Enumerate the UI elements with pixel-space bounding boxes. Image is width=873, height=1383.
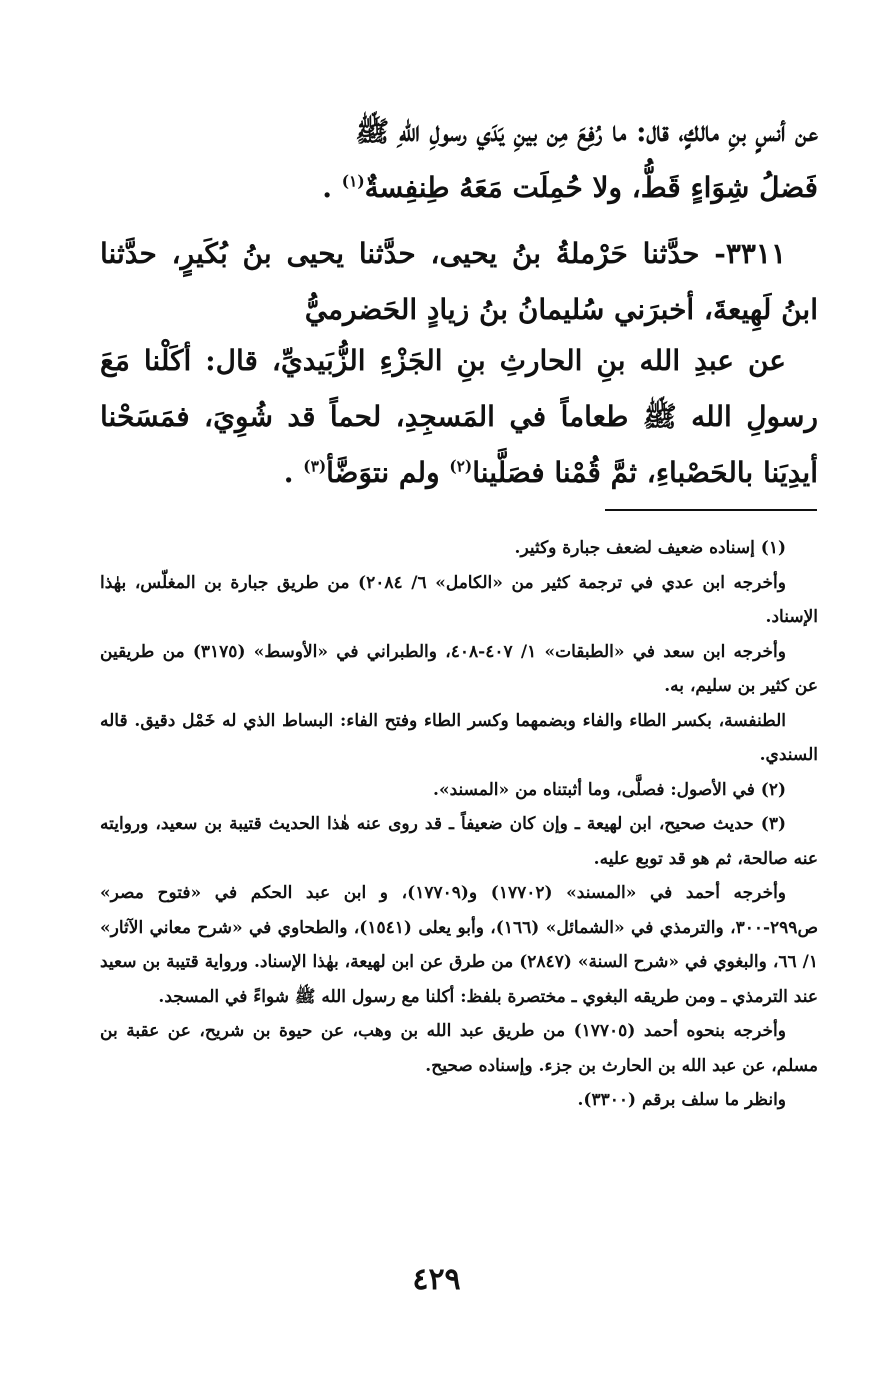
footnote-paragraph: وأخرجه أحمد في «المسند» (١٧٧٠٢) و(١٧٧٠٩)، و ابن عبد الحكم في «فتوح مصر» ص٢٩٩-٣٠٠، والترمذي في «الشمائل» (١٦٦)، وأبو يعلى (١٥٤١)، والطحاوي في «شرح معاني الآثار» ١/ ٦٦، والبغوي في «شرح السنة» (٢٨٤٧) من طرق عن ابن لهيعة، بهٰذا الإسناد. ورواية قتيبة بن سعيد عند الترمذي ـ ومن طريقه البغوي ـ مختصرة بلفظ: أكلنا مع رسول الله ﷺ شواءً في المسجد. xyxy=(100,883,819,1007)
footnote-paragraph: وأخرجه ابن عدي في ترجمة كثير من «الكامل» ٦/ ٢٠٨٤) من طريق جبارة بن المغلّس، بهٰذا الإسناد. xyxy=(100,572,818,627)
footnote-paragraph: (٣) حديث صحيح، ابن لهيعة ـ وإن كان ضعيفاً ـ قد روى عنه هٰذا الحديث قتيبة بن سعيد، وروايته عنه صالحة، ثم هو قد توبع عليه. xyxy=(100,814,818,869)
footnote-paragraph: (٢) في الأصول: فصلَّى، وما أثبتناه من «المسند». xyxy=(433,779,786,800)
period: . xyxy=(283,456,294,489)
footnote-paragraph: وأخرجه بنحوه أحمد (١٧٧٠٥) من طريق عبد الله بن وهب، عن حيوة بن شريح، عن عقبة بن مسلم، عن عبد الله بن الحارث بن جزء. وإسناده صحيح. xyxy=(100,1021,818,1076)
hadith-line xyxy=(100,160,818,216)
page-number: ٤٢٩ xyxy=(412,1262,461,1297)
footnote-ref: (٢) xyxy=(449,457,473,476)
hadith-3311-matn xyxy=(100,333,818,501)
hadith-isnad: ٣٣١١- حدَّثنا حَرْملةُ بنُ يحيى، حدَّثنا يحيى بنُ بُكَيرٍ، حدَّثنا ابنُ لَهِيعةَ، أخبرَني سُليمانُ بنُ زيادٍ الحَضرميُّ xyxy=(100,237,818,326)
footnote-paragraph: وأخرجه ابن سعد في «الطبقات» ١/ ٤٠٧-٤٠٨، والطبراني في «الأوسط» (٣١٧٥) من طريقين عن كثير بن سليم، به. xyxy=(100,641,818,696)
hadith-matn xyxy=(100,333,818,501)
period: . xyxy=(322,171,332,204)
hadith-continuation xyxy=(100,104,818,216)
footnote-paragraph: وانظر ما سلف برقم (٣٣٠٠). xyxy=(577,1090,786,1110)
hadith-text: ولم نتوَضَّأ xyxy=(326,456,450,489)
footnote-ref: (٣) xyxy=(303,457,327,476)
footnote-divider xyxy=(605,509,817,511)
footnotes xyxy=(100,531,818,1118)
hadith-line: عن أنسٍ بنِ مالكٍ، قال: ما رُفِعَ مِن بينِ يَدَي رسولِ اللهِ ﷺ xyxy=(355,115,818,148)
hadith-text: فَضلُ شِوَاءٍ قَطُّ، ولا حُمِلَت مَعَهُ طِنفِسةٌ xyxy=(364,171,818,204)
footnote-paragraph: (١) إسناده ضعيف لضعف جبارة وكثير. xyxy=(514,538,786,558)
footnote-ref: (١) xyxy=(341,172,365,191)
hadith-3311-isnad xyxy=(100,226,818,338)
hadith-text: عن عبدِ الله بنِ الحارثِ بنِ الجَزْءِ الزُّبَيديِّ، قال: أكَلْنا مَعَ رسولِ الله ﷺ طعاماً في المَسجِدِ، لحماً قد شُوِيَ، فمَسَحْنا أيدِيَنا بالحَصْباءِ، ثمَّ قُمْنا فصَلَّينا xyxy=(100,344,818,489)
footnote-paragraph: الطنفسة، بكسر الطاء والفاء وبضمهما وكسر الطاء وفتح الفاء: البساط الذي له خَمْل دقيق. قاله السندي. xyxy=(100,710,818,765)
